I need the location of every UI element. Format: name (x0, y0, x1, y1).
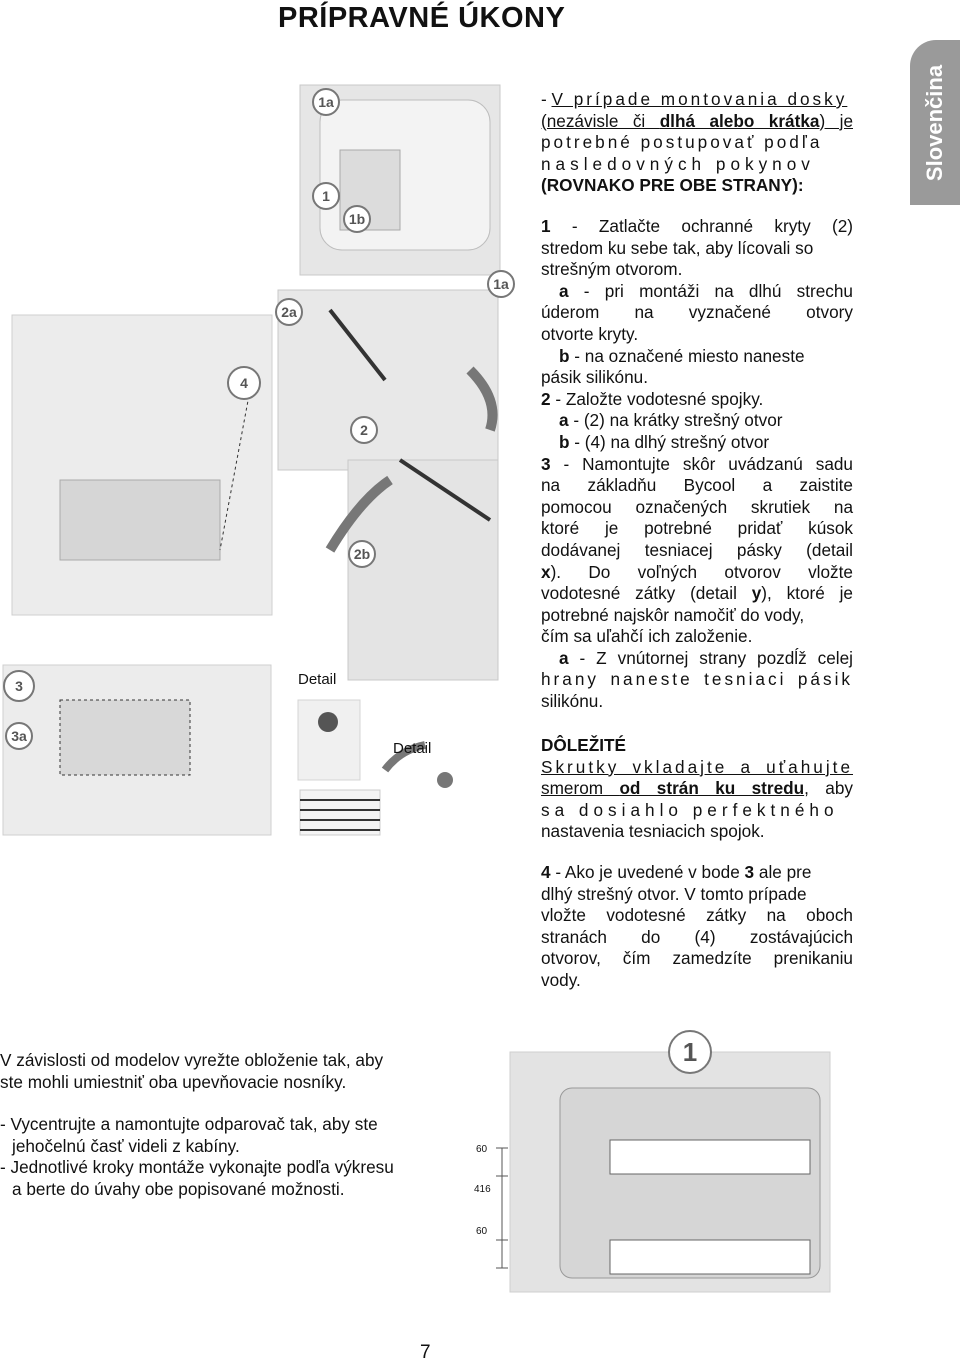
important-block (541, 735, 853, 843)
important-line4: nastavenia tesniacich spojok. (541, 821, 765, 842)
important-line2a: smerom (541, 778, 620, 799)
evaporator-figure (470, 1028, 840, 1298)
step3-line7a: vodotesné zátky (detail (541, 583, 752, 604)
language-label: Slovenčina (922, 64, 947, 181)
step3-line5: dodávanej tesniacej pásky (detail (541, 539, 853, 560)
step1b-line2: pásik silikónu. (541, 367, 648, 388)
intro-paragraph (541, 89, 853, 197)
photo-base-4-opening (60, 480, 220, 560)
step2b-text: - (4) na dlhý strešný otvor (569, 431, 770, 452)
step3-line9: čím sa uľahčí ich založenie. (541, 626, 753, 647)
intro-line2c: ) je (819, 110, 853, 131)
step3-number: 3 (541, 453, 551, 474)
step1-line3: strešným otvorom. (541, 259, 683, 280)
step4-line3: vložte vodotesné zátky na oboch (541, 905, 853, 926)
callout-1b: 1b (343, 205, 371, 233)
dimension-60-top: 60 (476, 1144, 488, 1155)
step2-number: 2 (541, 388, 551, 409)
intro-line3: potrebné postupovať podľa (541, 132, 823, 153)
left-line3: - Vycentrujte a namontujte odparovač tak, aby ste (0, 1114, 378, 1134)
callout-1-bottom: 1 (668, 1030, 712, 1074)
detail-seal-strip (300, 790, 380, 835)
photo-detail-plug (298, 700, 360, 780)
callout-3a: 3a (5, 722, 33, 750)
page-title: PRÍPRAVNÉ ÚKONY (278, 2, 566, 34)
important-line2b: od strán ku stredu (619, 778, 805, 799)
step4-ref: 3 (744, 862, 755, 882)
step3a-text: - Z vnútornej strany pozdĺž celej (568, 647, 853, 668)
steps-block (541, 216, 853, 713)
step3-line3: pomocou označených skrutiek na (541, 496, 853, 517)
step3-detail-x: x (541, 561, 551, 582)
step3-line7b: ), ktoré je (761, 583, 853, 604)
left-line6: a berte do úvahy obe popisované možnosti. (12, 1178, 345, 1199)
intro-line4: nasledovných pokynov (541, 153, 815, 174)
evaporator-bracket-top (610, 1140, 810, 1174)
important-heading: DÔLEŽITÉ (541, 735, 626, 755)
intro-dash: - (541, 89, 552, 109)
callout-2a: 2a (275, 298, 303, 326)
detail-screw-icon (437, 772, 453, 788)
dimension-416: 416 (474, 1184, 491, 1195)
step2-text: - Založte vodotesné spojky. (550, 388, 764, 409)
step3-line6: ). Do voľných otvorov vložte (550, 561, 853, 582)
photo-panel-2a (278, 290, 498, 470)
step4-number: 4 (541, 862, 551, 882)
step2a-key: a (559, 410, 569, 431)
important-line3: sa dosiahlo perfektného (541, 799, 839, 820)
step4-line2: dlhý strešný otvor. V tomto prípade (541, 883, 807, 904)
step1a-line3: otvorte kryty. (541, 323, 639, 344)
photo-base-4 (12, 315, 272, 615)
step3a-line3: silikónu. (541, 691, 604, 712)
step3-detail-y: y (751, 583, 762, 604)
left-line1: V závislosti od modelov vyrežte obloženie tak, aby (0, 1050, 384, 1070)
language-tab (910, 40, 960, 205)
step3a-line2: hrany naneste tesniaci pásik (541, 669, 853, 690)
assembly-figures (0, 80, 540, 840)
detail-label-plug: Detail (298, 671, 337, 688)
step1-text: - Zatlačte ochranné kryty (2) (550, 216, 853, 236)
detail-plug-icon (318, 712, 338, 732)
step4-line4: stranách do (4) zostávajúcich (541, 926, 853, 947)
step1-number: 1 (541, 216, 551, 236)
detail-label-screw: Detail (393, 740, 432, 757)
dimension-60-bottom: 60 (476, 1226, 488, 1237)
intro-line2a: (nezávisle či (541, 110, 660, 131)
callout-1a-top: 1a (312, 88, 340, 116)
step1a-text: - pri montáži na dlhú strechu (568, 280, 853, 301)
callout-2: 2 (350, 416, 378, 444)
callout-4: 4 (227, 366, 261, 400)
step2b-key: b (559, 431, 570, 452)
intro-line5: (ROVNAKO PRE OBE STRANY): (541, 175, 804, 196)
evaporator-bracket-bottom (610, 1240, 810, 1274)
step4-block (541, 862, 853, 992)
step1-line2: stredom ku sebe tak, aby lícovali so (541, 237, 814, 258)
page-number: 7 (420, 1342, 431, 1363)
callout-3: 3 (3, 670, 35, 702)
step1b-text: - na označené miesto naneste (569, 345, 805, 366)
step3-text: - Namontujte skôr uvádzanú sadu (550, 453, 853, 474)
left-instructions (0, 1050, 470, 1200)
intro-line2b: dlhá alebo krátka (659, 110, 820, 131)
step2a-text: - (2) na krátky strešný otvor (568, 410, 783, 431)
step3a-key: a (559, 647, 569, 668)
important-line2c: , aby (804, 778, 853, 799)
callout-2b: 2b (348, 540, 376, 568)
left-line4: jehočelnú časť videli z kabíny. (12, 1135, 240, 1156)
step1a-key: a (559, 280, 569, 301)
step4-line6: vody. (541, 969, 581, 990)
step3-line2: na základňu Bycool a zaistite (541, 475, 853, 496)
step4-line1c: ale pre (754, 862, 812, 882)
left-line5: - Jednotlivé kroky montáže vykonajte podľa výkresu (0, 1157, 394, 1177)
callout-1: 1 (312, 182, 340, 210)
photo-base-3-opening (60, 700, 190, 775)
step1b-key: b (559, 345, 570, 366)
step1a-line2: úderom na vyznačené otvory (541, 302, 853, 323)
step4-line1a: - Ako je uvedené v bode (550, 862, 745, 882)
intro-line1: V prípade montovania dosky (551, 89, 848, 109)
left-line2: ste mohli umiestniť oba upevňovacie nosníky. (0, 1071, 347, 1092)
step4-line5: otvorov, čím zamedzíte prenikaniu (541, 948, 853, 969)
important-line1: Skrutky vkladajte a uťahujte (541, 756, 853, 777)
step3-line8: potrebné najskôr namočiť do vody, (541, 604, 805, 625)
step3-line4: ktoré je potrebné pridať kúsok (541, 518, 853, 539)
callout-1a-right: 1a (487, 270, 515, 298)
